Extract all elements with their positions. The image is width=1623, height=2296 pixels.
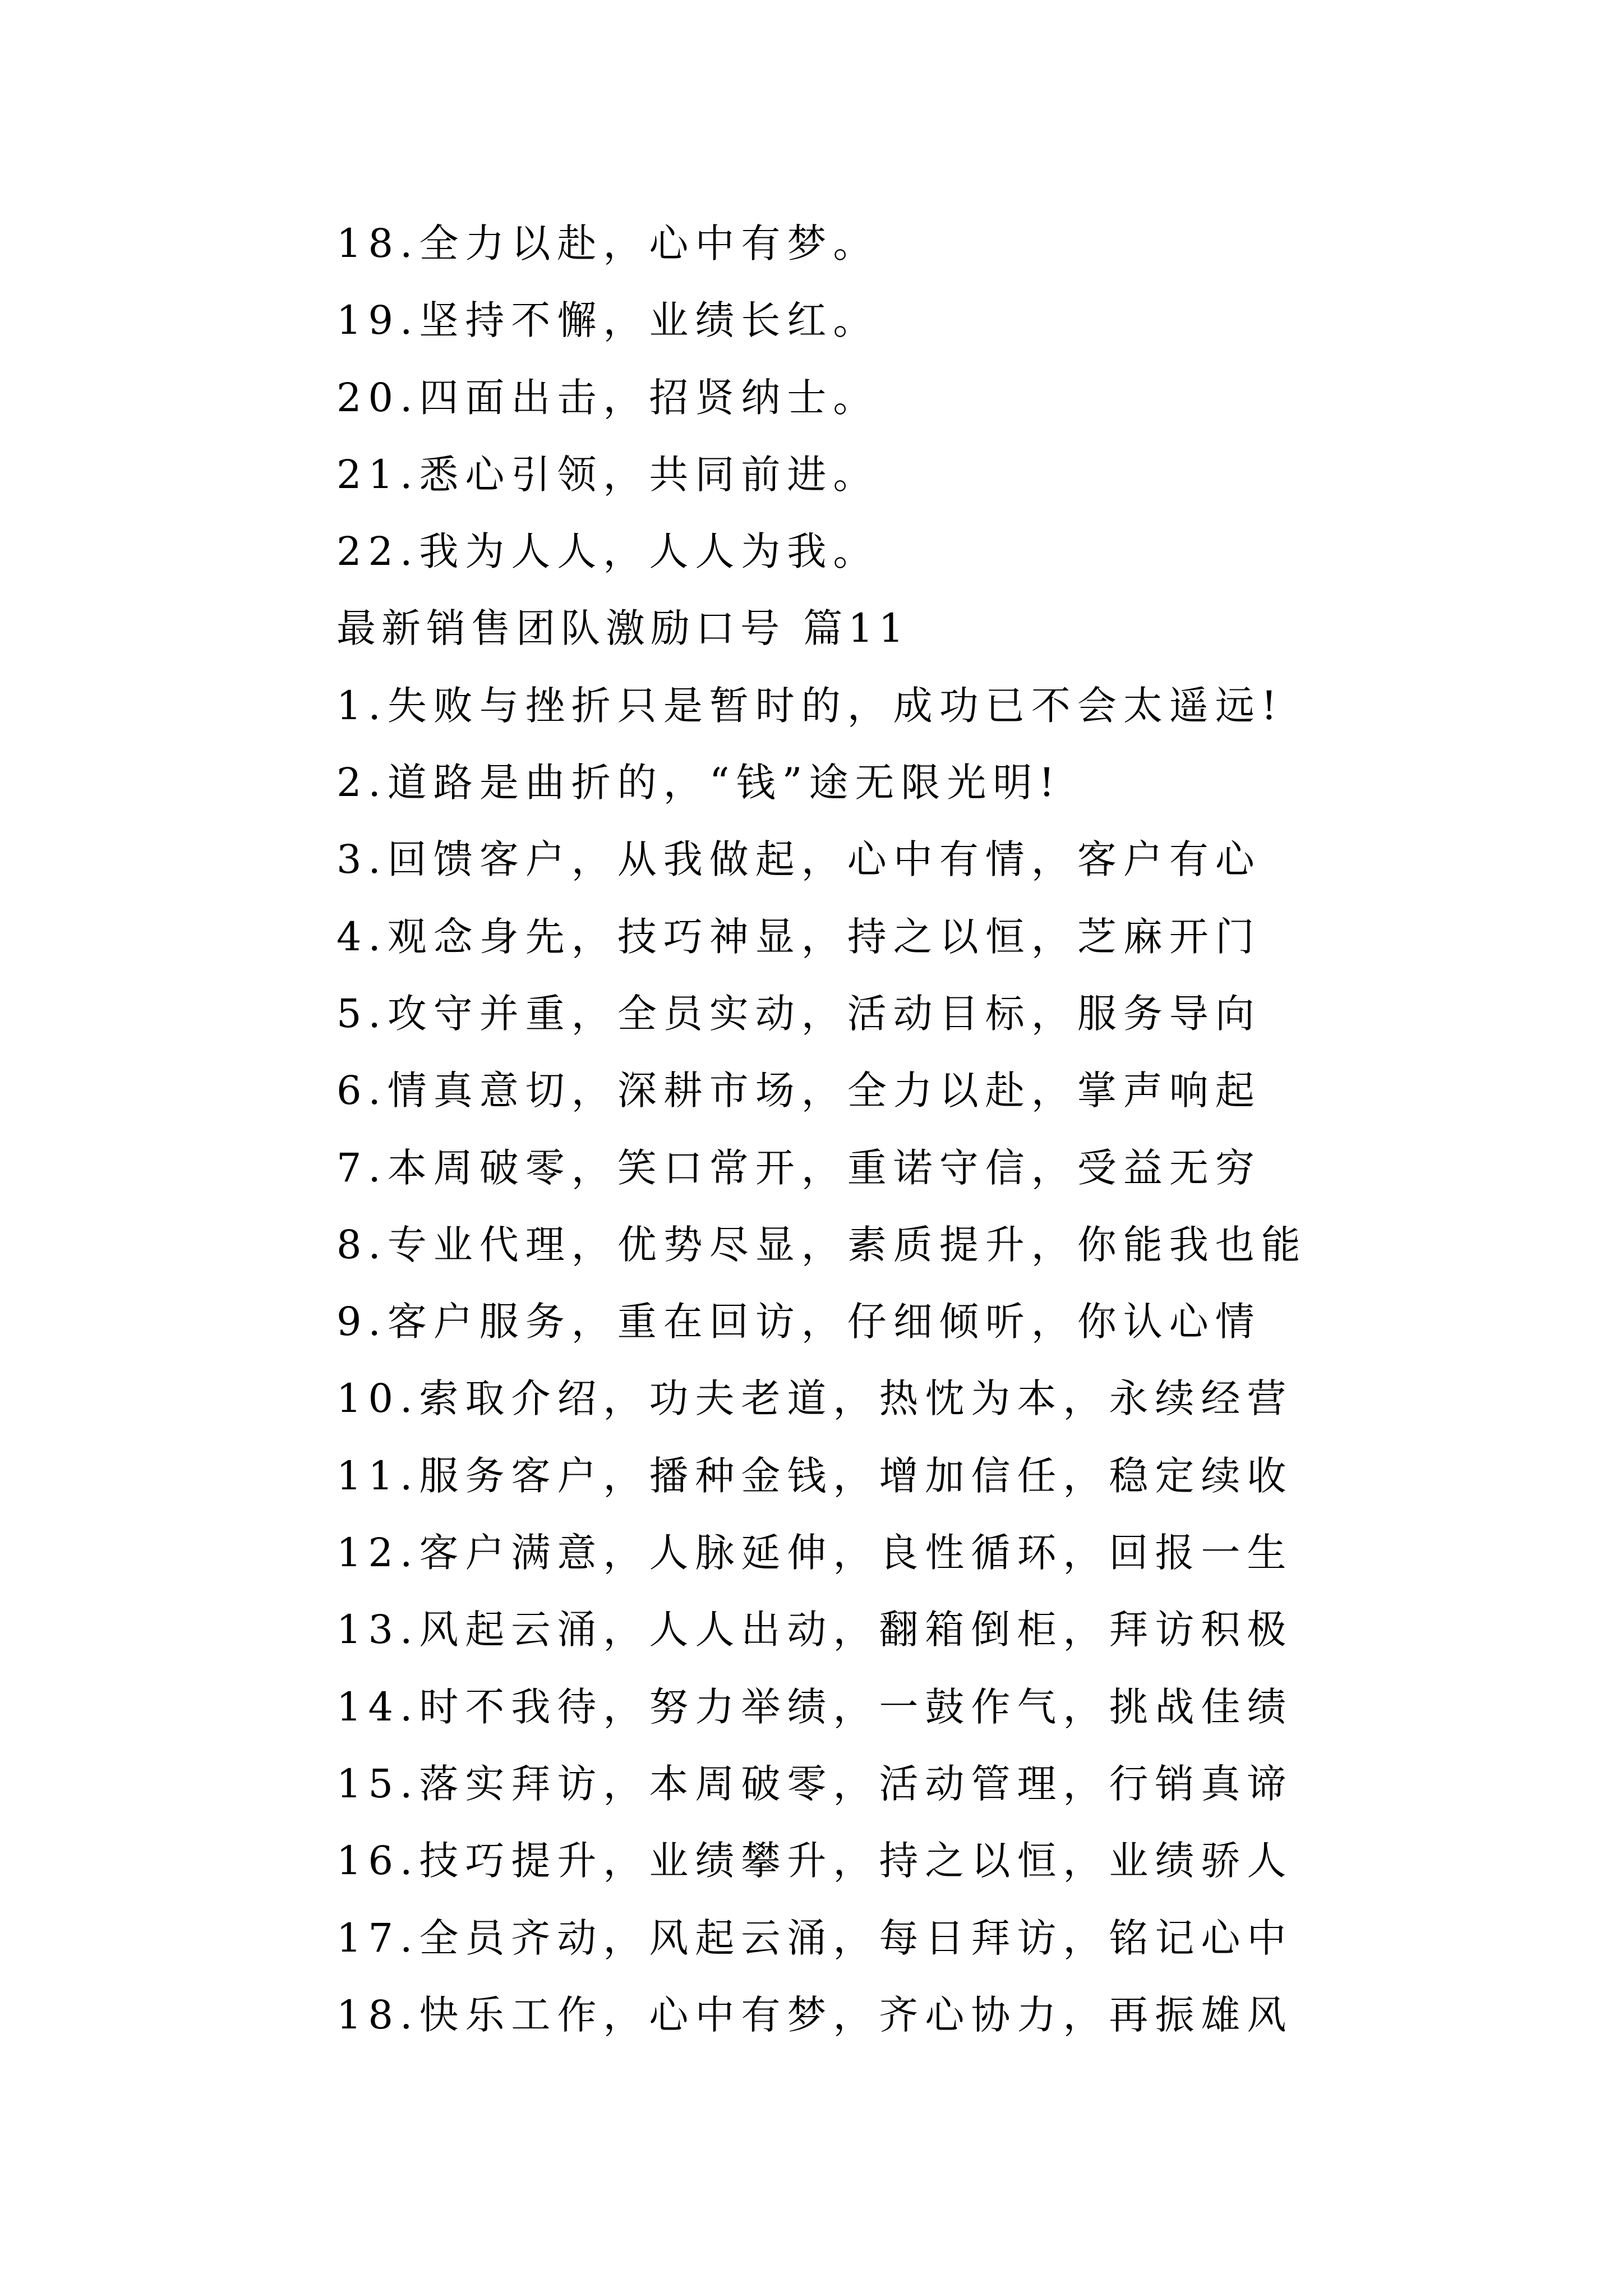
list-item: 12.客户满意，人脉延伸，良性循环，回报一生 bbox=[336, 1530, 1293, 1576]
list-item: 10.索取介绍，功夫老道，热忱为本，永续经营 bbox=[336, 1375, 1293, 1422]
list-item: 17.全员齐动，风起云涌，每日拜访，铭记心中 bbox=[336, 1915, 1293, 1961]
list-item: 6.情真意切，深耕市场，全力以赴，掌声响起 bbox=[336, 1068, 1261, 1114]
list-item: 22.我为人人，人人为我。 bbox=[336, 528, 879, 575]
list-item: 14.时不我待，努力举绩，一鼓作气，挑战佳绩 bbox=[336, 1683, 1293, 1730]
list-item: 15.落实拜访，本周破零，活动管理，行销真谛 bbox=[336, 1760, 1293, 1807]
list-item: 1.失败与挫折只是暂时的，成功已不会太遥远! bbox=[336, 682, 1284, 729]
list-item: 18.全力以赴，心中有梦。 bbox=[336, 220, 879, 266]
list-item: 16.技巧提升，业绩攀升，持之以恒，业绩骄人 bbox=[336, 1838, 1293, 1884]
list-item: 18.快乐工作，心中有梦，齐心协力，再振雄风 bbox=[336, 1991, 1293, 2038]
list-item: 2.道路是曲折的，“钱”途无限光明! bbox=[336, 760, 1062, 806]
list-item: 4.观念身先，技巧神显，持之以恒，芝麻开门 bbox=[336, 913, 1261, 960]
list-item: 21.悉心引领，共同前进。 bbox=[336, 451, 879, 498]
list-item: 8.专业代理，优势尽显，素质提升，你能我也能 bbox=[336, 1221, 1307, 1268]
section-heading: 最新销售团队激励口号 篇11 bbox=[336, 605, 910, 652]
list-item: 9.客户服务，重在回访，仔细倾听，你认心情 bbox=[336, 1299, 1261, 1345]
list-item: 13.风起云涌，人人出动，翻箱倒柜，拜访积极 bbox=[336, 1607, 1293, 1653]
list-item: 20.四面出击，招贤纳士。 bbox=[336, 374, 879, 421]
list-item: 19.坚持不懈，业绩长红。 bbox=[336, 297, 879, 344]
list-item: 11.服务客户，播种金钱，增加信任，稳定续收 bbox=[336, 1452, 1293, 1499]
text-body bbox=[336, 205, 1570, 2054]
list-item: 3.回馈客户，从我做起，心中有情，客户有心 bbox=[336, 836, 1261, 883]
list-item: 5.攻守并重，全员实动，活动目标，服务导向 bbox=[336, 990, 1261, 1037]
list-item: 7.本周破零，笑口常开，重诺守信，受益无穷 bbox=[336, 1144, 1261, 1191]
